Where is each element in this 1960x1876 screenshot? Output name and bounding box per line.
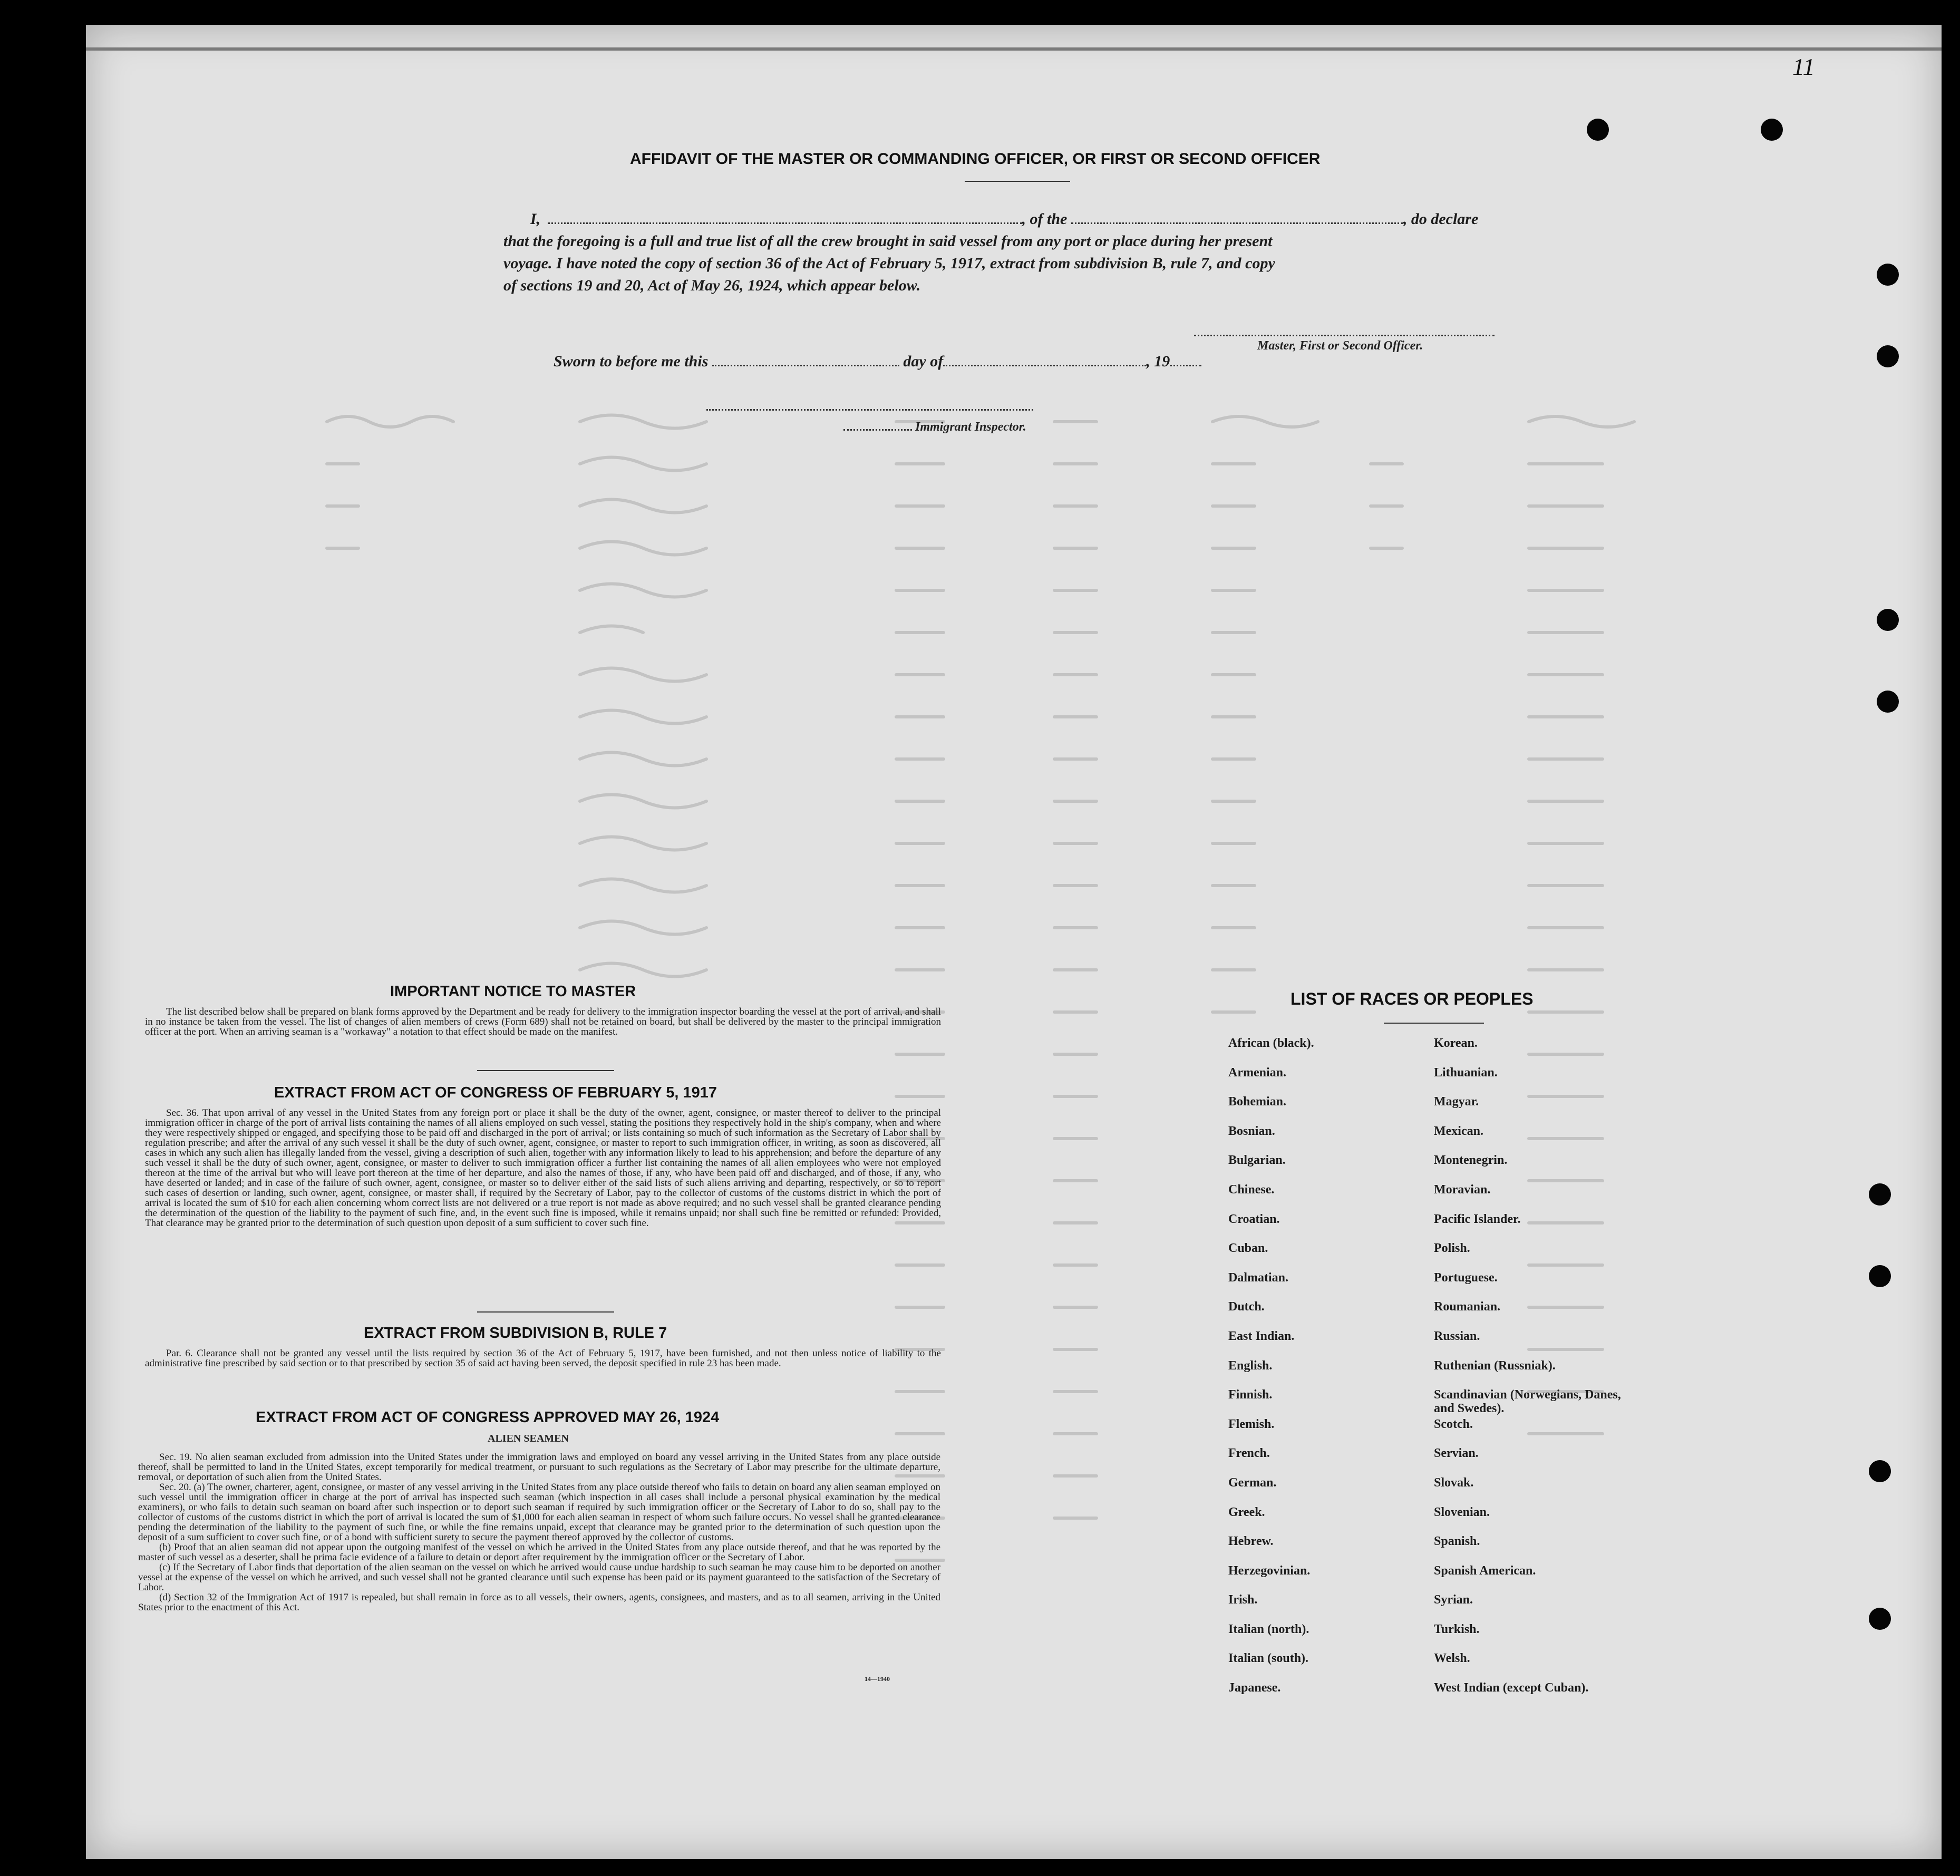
rule-7-title: EXTRACT FROM SUBDIVISION B, RULE 7 (364, 1325, 667, 1342)
race-item: Scandinavian (Norwegians, Danes, and Swedes). (1434, 1388, 1621, 1416)
race-item: Slovenian. (1434, 1505, 1490, 1519)
binder-hole (1587, 119, 1609, 141)
binder-hole (1761, 119, 1783, 141)
race-item: Bosnian. (1228, 1124, 1275, 1138)
race-item: Magyar. (1434, 1095, 1479, 1109)
race-item: Hebrew. (1228, 1534, 1274, 1549)
affidavit-line-4: of sections 19 and 20, Act of May 26, 1924, which appear below. (503, 277, 921, 294)
race-item: Lithuanian. (1434, 1065, 1498, 1080)
sec-19-paragraph: Sec. 19. No alien seaman excluded from admission into the United States under the immigration laws and employed on board any vessel arriving in the United States from any place outside thereof, shall be permitted to land in the United States, except temporarily for medical treatment, or pursuant to such regulations as the Secretary of Labor may prescribe for the ultimate departure, removal, or deportation of such alien from the United States. (138, 1452, 940, 1483)
race-item: English. (1228, 1358, 1273, 1373)
sworn-month-blank (943, 352, 1146, 366)
affidavit-title: AFFIDAVIT OF THE MASTER OR COMMANDING OFFICER, OR FIRST OR SECOND OFFICER (630, 150, 1321, 168)
master-signature-label: Master, First or Second Officer. (1257, 339, 1423, 353)
form-number: 14—1940 (865, 1675, 890, 1683)
race-item: Italian (north). (1228, 1622, 1309, 1636)
binder-hole (1869, 1265, 1891, 1287)
sec-20b-paragraph: (b) Proof that an alien seaman did not appear upon the outgoing manifest of the vessel on which he arrived in the United States from any place outside thereof, and that he was reported by the master of such vessel as a deserter, shall be prima facie evidence of a failure to detain or deport after requirement by the immigration officer or the Secretary of Labor. (138, 1542, 940, 1563)
race-item: Cuban. (1228, 1241, 1268, 1256)
sec-20c-paragraph: (c) If the Secretary of Labor finds that deportation of the alien seaman on the vessel on which he arrived would cause undue hardship to such seaman he may cause him to be deported on another vessel at the expense of the vessel on which he arrived, and such vessel shall not be granted clearance until such expense has been paid or its payment guaranteed to the satisfaction of the Secretary of Labor. (138, 1562, 940, 1593)
affidavit-line-2: that the foregoing is a full and true list of all the crew brought in said vessel from any port or place during her present (503, 232, 1273, 250)
race-item: Spanish. (1434, 1534, 1480, 1549)
race-item: West Indian (except Cuban). (1434, 1681, 1589, 1695)
notice-title: IMPORTANT NOTICE TO MASTER (390, 983, 636, 1000)
affidavit-declare: , do declare (1403, 210, 1479, 228)
sworn-day-blank (712, 352, 899, 366)
sec-20d-paragraph: (d) Section 32 of the Immigration Act of 1917 is repealed, but shall remain in force as to all vessels, their owners, agents, consignees, and masters, and as to all seamen, arriving in the United States prior to the enactment of this Act. (138, 1592, 940, 1613)
race-item: African (black). (1228, 1036, 1314, 1050)
extract-1924-title: EXTRACT FROM ACT OF CONGRESS APPROVED MAY 26, 1924 (256, 1409, 720, 1426)
race-item: Polish. (1434, 1241, 1470, 1256)
binder-hole (1869, 1460, 1891, 1482)
race-item: Turkish. (1434, 1622, 1480, 1636)
race-item: Irish. (1228, 1593, 1258, 1607)
race-item: French. (1228, 1446, 1270, 1461)
race-item: Spanish American. (1434, 1563, 1536, 1578)
extract-1917-title: EXTRACT FROM ACT OF CONGRESS OF FEBRUARY 5, 1917 (274, 1084, 717, 1101)
race-item: Servian. (1434, 1446, 1479, 1461)
binder-hole (1869, 1183, 1891, 1206)
affidavit-line-1 (503, 208, 1537, 230)
affidavit-i: I, (530, 210, 540, 228)
race-item: Herzegovinian. (1228, 1563, 1311, 1578)
race-item: Korean. (1434, 1036, 1478, 1050)
sworn-line (554, 352, 1201, 371)
race-item: Chinese. (1228, 1182, 1275, 1197)
rule-7-text (145, 1348, 941, 1368)
sworn-text: Sworn to before me this (554, 353, 709, 370)
races-title: LIST OF RACES OR PEOPLES (1291, 989, 1534, 1008)
race-item: Welsh. (1434, 1651, 1470, 1666)
races-left-column (1228, 1036, 1314, 1710)
race-item: Bulgarian. (1228, 1153, 1286, 1168)
binder-hole (1869, 1608, 1891, 1630)
race-item: Armenian. (1228, 1065, 1286, 1080)
notice-divider (477, 1070, 614, 1071)
inspector-signature-label (843, 420, 1026, 434)
affidavit-line-3: voyage. I have noted the copy of section 36 of the Act of February 5, 1917, extract from subdivision B, rule 7, and copy (503, 255, 1275, 272)
name-blank (548, 210, 1022, 224)
races-divider (1384, 1023, 1484, 1024)
race-item: Scotch. (1434, 1417, 1473, 1431)
notice-paragraph: The list described below shall be prepared on blank forms approved by the Department and be ready for delivery to the immigration inspector boarding the vessel at the port of arrival, and shall in no instance be taken from the vessel. The list of changes of alien members of crews (Form 689) shall not be retained on board, but shall be delivered by the master to the principal immigration officer at the port. When an arriving seaman is a "workaway" a notation to that effect should be made on the manifest. (145, 1006, 941, 1037)
race-item: Roumanian. (1434, 1300, 1501, 1314)
race-item: Portuguese. (1434, 1270, 1498, 1285)
par-6-paragraph: Par. 6. Clearance shall not be granted any vessel until the lists required by section 36 of the Act of February 5, 1917, have been furnished, and not then unless notice of liability to the administrative fine prescribed by said section or to that prescribed by section 35 of said act having been served, the deposit specified in rule 23 has been made. (145, 1348, 941, 1369)
races-right-column (1434, 1036, 1624, 1710)
race-item: Italian (south). (1228, 1651, 1309, 1666)
race-item: Moravian. (1434, 1182, 1491, 1197)
inspector-label-text: Immigrant Inspector. (915, 420, 1026, 434)
sec-20a-paragraph: Sec. 20. (a) The owner, charterer, agent, consignee, or master of any vessel arriving in the United States from any place outside thereof who fails to detain on board any alien seaman employed on such vessel until the immigration officer in charge at the port of arrival has inspected such seaman (which inspection in all cases shall include a personal physical examination by the medical examiners), or who fails to detain such seaman on board after such inspection or to deport such seaman if required by such immigration officer or the Secretary of Labor to do so, shall pay to the collector of customs of the customs district in which the port of arrival is located the sum of $1,000 for each alien seaman in respect of whom such failure occurs. No vessel shall be granted clearance pending the determination of the liability to the payment of such fine, or while the fine remains unpaid, except that clearance may be granted prior to the determination of such question upon the deposit of a sum sufficient to cover such fine, or of a bond with sufficient surety to secure the payment thereof approved by the collector of customs. (138, 1482, 940, 1543)
race-item: Montenegrin. (1434, 1153, 1508, 1168)
year-prefix: , 19 (1146, 353, 1170, 370)
race-item: Slovak. (1434, 1475, 1474, 1490)
extract-1917-text (145, 1108, 941, 1228)
notice-text (145, 1007, 941, 1037)
race-item: Russian. (1434, 1329, 1480, 1343)
page-number: 11 (1792, 53, 1815, 80)
race-item: Croatian. (1228, 1212, 1280, 1226)
race-item: Dalmatian. (1228, 1270, 1288, 1285)
page-top-edge (86, 47, 1942, 51)
race-item: German. (1228, 1475, 1277, 1490)
race-item: Ruthenian (Russniak). (1434, 1358, 1556, 1373)
race-item: Syrian. (1434, 1593, 1473, 1607)
alien-seamen-subtitle: ALIEN SEAMEN (488, 1433, 569, 1444)
race-item: Greek. (1228, 1505, 1265, 1519)
affidavit-of-the: , of the (1022, 210, 1068, 228)
day-of-text: day of (903, 353, 944, 370)
race-item: Pacific Islander. (1434, 1212, 1521, 1226)
inspector-signature-line (706, 409, 1033, 411)
race-item: Dutch. (1228, 1300, 1265, 1314)
binder-hole (1877, 264, 1899, 286)
race-item: Finnish. (1228, 1388, 1273, 1402)
binder-hole (1877, 691, 1899, 713)
sec-36-paragraph: Sec. 36. That upon arrival of any vessel in the United States from any foreign port or place it shall be the duty of the owner, agent, consignee, or master thereof to deliver to the principal immigration officer in charge of the port of arrival lists containing the names of all aliens employed on such vessel, stating the positions they respectively hold in the ship's company, when and where they were respectively shipped or engaged, and specifying those to be paid off and discharged in the port of arrival; or lists containing so much of such information as the Secretary of Labor shall by regulation prescribe; and after the arrival of any such vessel it shall be the duty of such owner, agent, consignee, or master to report to such immigration officer, in writing, as soon as discovered, all cases in which any such alien has illegally landed from the vessel, giving a description of such alien, together with any information likely to lead to his apprehension; and before the departure of any such vessel it shall be the duty of such owner, agent, consignee, or master to deliver to such immigration officer a further list containing the names of all alien employees who were not employed thereon at the time of the arrival but who will leave port thereon at the time of her departure, and also the names of those, if any, who have been paid off and discharged, and of those, if any, who have deserted or landed; and in case of the failure of such owner, agent, consignee, or master so to deliver either of the said lists of such aliens arriving and departing, respectively, or so to report such cases of desertion or landing, such owner, agent, consignee, or master shall, if required by the Secretary of Labor, pay to the collector of customs of the customs district in which the port of arrival is located the sum of $10 for each alien concerning whom correct lists are not delivered or a true report is not made as above required; and no such vessel shall be granted clearance pending the determination of the question of the liability to the payment of such fine, and, in the event such fine is imposed, while it remains unpaid; nor shall such fine be remitted or refunded: Provided, That clearance may be granted prior to the determination of such question upon deposit of a sum sufficient to cover such fine. (145, 1107, 941, 1229)
race-item: Flemish. (1228, 1417, 1275, 1431)
master-signature-line (1194, 335, 1495, 336)
race-item: Mexican. (1434, 1124, 1483, 1138)
race-item: Bohemian. (1228, 1095, 1287, 1109)
vessel-blank (1071, 210, 1403, 224)
binder-hole (1877, 345, 1899, 367)
affidavit-body (503, 208, 1537, 297)
title-divider (965, 181, 1070, 182)
binder-hole (1877, 609, 1899, 631)
race-item: East Indian. (1228, 1329, 1295, 1343)
extract-1924-text (138, 1452, 940, 1612)
race-item: Japanese. (1228, 1681, 1281, 1695)
extract-1917-divider (477, 1311, 614, 1313)
sworn-year-blank (1170, 352, 1201, 366)
inspector-dots (843, 422, 912, 431)
